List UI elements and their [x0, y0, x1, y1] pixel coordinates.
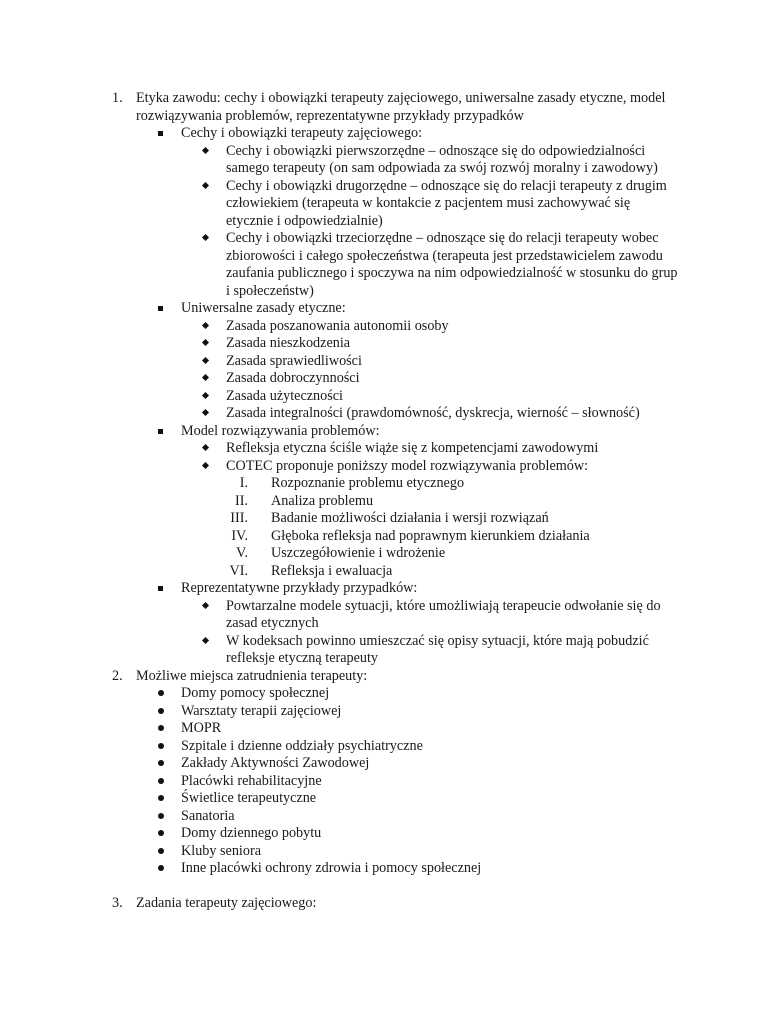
list-item — [0, 143, 768, 178]
list-item-text: Sanatoria — [181, 807, 235, 824]
list-item — [0, 353, 768, 371]
paragraph-spacer — [0, 878, 768, 895]
roman-numeral: I. — [239, 475, 248, 491]
round-bullet-icon — [158, 760, 164, 766]
diamond-bullet-icon — [202, 181, 209, 188]
square-bullet-icon — [158, 586, 163, 591]
list-item — [0, 598, 768, 633]
roman-numeral: V. — [236, 545, 248, 561]
list-item-text: Domy pomocy społecznej — [181, 685, 330, 701]
round-bullet-icon — [158, 865, 164, 871]
section-number: 3. — [112, 894, 123, 911]
list-item-text: MOPR — [181, 720, 222, 736]
step-text: Refleksja i ewaluacja — [271, 562, 393, 579]
list-item — [0, 843, 768, 861]
roman-numeral: VI. — [229, 562, 248, 579]
list-item — [0, 300, 768, 318]
diamond-bullet-icon — [202, 444, 209, 451]
list-item — [0, 825, 768, 843]
list-item — [0, 405, 768, 423]
list-item — [0, 580, 768, 598]
list-item — [0, 633, 768, 668]
section-number: 1. — [112, 90, 123, 106]
list-item-text: Cechy i obowiązki drugorzędne – odnoszące się do relacji terapeuty z drugim człowiekiem (terapeuta w kontakcie z pacjentem musi zachowywać się etycznie i odpowiedzialnie) — [226, 177, 667, 229]
step-text: Analiza problemu — [271, 492, 374, 509]
list-item-text: Zakłady Aktywności Zawodowej — [181, 755, 370, 771]
list-item-text: Refleksja etyczna ściśle wiąże się z kompetencjami zawodowymi — [226, 440, 599, 456]
round-bullet-icon — [158, 778, 164, 784]
list-item — [0, 335, 768, 353]
section-title: Etyka zawodu: cechy i obowiązki terapeuty zajęciowego, uniwersalne zasady etyczne, model rozwiązywania problemów, reprezentatywne przykłady przypadków — [136, 90, 666, 124]
list-item-text: Kluby seniora — [181, 842, 261, 859]
step-text: Uszczegółowienie i wdrożenie — [271, 545, 446, 561]
diamond-bullet-icon — [202, 234, 209, 241]
subsection-label: Uniwersalne zasady etyczne: — [181, 300, 346, 316]
roman-numeral: IV. — [231, 527, 248, 544]
list-item-text: Domy dziennego pobytu — [181, 825, 322, 841]
list-item-text: Zasada dobroczynności — [226, 370, 360, 386]
list-item — [0, 790, 768, 808]
round-bullet-icon — [158, 813, 164, 819]
numbered-step — [0, 475, 768, 493]
list-item-text: Inne placówki ochrony zdrowia i pomocy społecznej — [181, 860, 482, 876]
diamond-bullet-icon — [202, 374, 209, 381]
list-item — [0, 370, 768, 388]
document-page — [0, 90, 768, 912]
list-item-text: Świetlice terapeutyczne — [181, 790, 317, 806]
diamond-bullet-icon — [202, 461, 209, 468]
list-item — [0, 808, 768, 826]
diamond-bullet-icon — [202, 339, 209, 346]
step-text: Badanie możliwości działania i wersji rozwiązań — [271, 510, 549, 526]
numbered-step — [0, 493, 768, 511]
list-item-text: Szpitale i dzienne oddziały psychiatryczne — [181, 737, 423, 754]
round-bullet-icon — [158, 708, 164, 714]
subsection-label: Model rozwiązywania problemów: — [181, 422, 380, 439]
list-item-text: Cechy i obowiązki trzeciorzędne – odnoszące się do relacji terapeuty wobec zbiorowości i całego społeczeństwa (terapeuta jest przedstawicielem zawodu zaufania publicznego i spoczywa na nim odpowiedzialność w stosunku do grup i społeczeństw) — [226, 230, 678, 299]
diamond-bullet-icon — [202, 321, 209, 328]
diamond-bullet-icon — [202, 409, 209, 416]
list-item-text: COTEC proponuje poniższy model rozwiązywania problemów: — [226, 457, 589, 474]
subsection-label: Cechy i obowiązki terapeuty zajęciowego: — [181, 125, 423, 141]
list-item-text: Zasada integralności (prawdomówność, dyskrecja, wierność – słowność) — [226, 405, 640, 421]
square-bullet-icon — [158, 429, 163, 434]
section-2-heading — [0, 668, 768, 686]
list-item-text: Warsztaty terapii zajęciowej — [181, 702, 342, 719]
section-title: Zadania terapeuty zajęciowego: — [136, 894, 317, 911]
list-item-text: Zasada nieszkodzenia — [226, 335, 351, 351]
square-bullet-icon — [158, 306, 163, 311]
subsection-label: Reprezentatywne przykłady przypadków: — [181, 580, 418, 596]
list-item — [0, 738, 768, 756]
numbered-step — [0, 545, 768, 563]
numbered-step — [0, 563, 768, 581]
list-item-text: Powtarzalne modele sytuacji, które umożliwiają terapeucie odwołanie się do zasad etycznych — [226, 597, 661, 631]
roman-numeral: III. — [230, 510, 248, 526]
list-item — [0, 773, 768, 791]
list-item — [0, 318, 768, 336]
list-item — [0, 703, 768, 721]
list-item-text: Zasada poszanowania autonomii osoby — [226, 317, 449, 334]
list-item — [0, 440, 768, 458]
list-item — [0, 720, 768, 738]
list-item — [0, 178, 768, 231]
roman-numeral: II. — [235, 492, 248, 509]
diamond-bullet-icon — [202, 636, 209, 643]
section-title: Możliwe miejsca zatrudnienia terapeuty: — [136, 667, 368, 684]
section-1-heading — [0, 90, 768, 125]
list-item — [0, 755, 768, 773]
square-bullet-icon — [158, 131, 163, 136]
numbered-step — [0, 528, 768, 546]
step-text: Głęboka refleksja nad poprawnym kierunkiem działania — [271, 527, 590, 544]
diamond-bullet-icon — [202, 601, 209, 608]
list-item-text: W kodeksach powinno umieszczać się opisy sytuacji, które mają pobudzić refleksje etyczną terapeuty — [226, 632, 649, 666]
round-bullet-icon — [158, 830, 164, 836]
round-bullet-icon — [158, 725, 164, 731]
section-3-heading — [0, 895, 768, 913]
list-item — [0, 230, 768, 300]
list-item-text: Zasada sprawiedliwości — [226, 352, 362, 369]
list-item-text: Placówki rehabilitacyjne — [181, 772, 322, 789]
step-text: Rozpoznanie problemu etycznego — [271, 475, 465, 491]
round-bullet-icon — [158, 795, 164, 801]
diamond-bullet-icon — [202, 146, 209, 153]
list-item — [0, 458, 768, 476]
round-bullet-icon — [158, 743, 164, 749]
diamond-bullet-icon — [202, 356, 209, 363]
list-item — [0, 860, 768, 878]
list-item — [0, 388, 768, 406]
list-item-text: Cechy i obowiązki pierwszorzędne – odnoszące się do odpowiedzialności samego terapeuty (on sam odpowiada za swój rozwój moralny i zawodowy) — [226, 142, 658, 176]
list-item — [0, 125, 768, 143]
round-bullet-icon — [158, 690, 164, 696]
list-item-text: Zasada użyteczności — [226, 387, 343, 404]
round-bullet-icon — [158, 848, 164, 854]
list-item — [0, 685, 768, 703]
section-number: 2. — [112, 667, 123, 684]
diamond-bullet-icon — [202, 391, 209, 398]
list-item — [0, 423, 768, 441]
numbered-step — [0, 510, 768, 528]
